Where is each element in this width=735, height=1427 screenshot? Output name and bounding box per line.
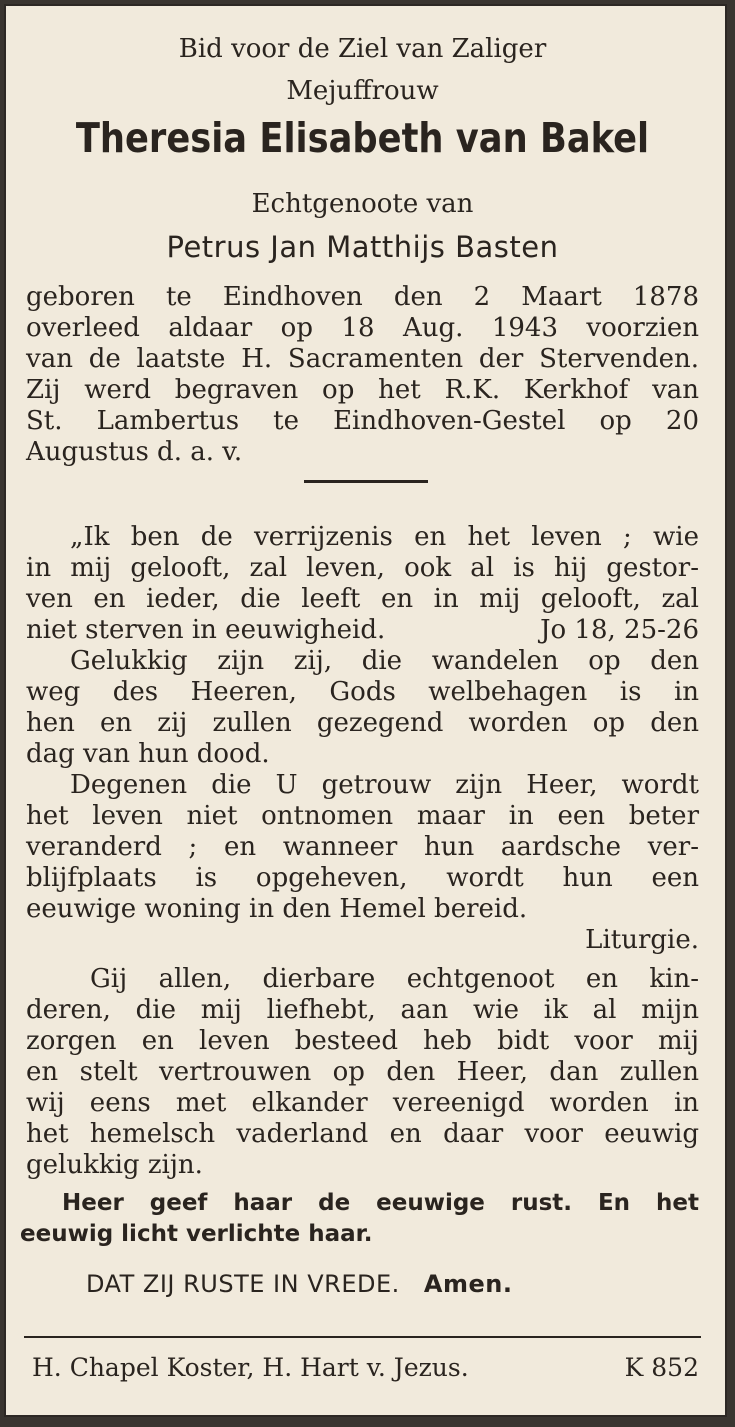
verse-line: gelukkig zijn. xyxy=(26,1150,203,1180)
printer-code: K 852 xyxy=(624,1353,699,1382)
printer-name: H. Chapel Koster, H. Hart v. Jezus. xyxy=(32,1353,469,1382)
verse-line: het leven niet ontnomen maar in een beter xyxy=(26,801,699,831)
bio-line: Augustus d. a. v. xyxy=(26,437,243,467)
bio-line: van de laatste H. Sacramenten der Stervenden. xyxy=(26,344,699,374)
closing-amen: Amen. xyxy=(423,1270,513,1298)
spouse-intro: Echtgenoote van xyxy=(251,189,474,219)
verse-line: zorgen en leven besteed heb bidt voor mij xyxy=(26,1026,699,1056)
deceased-name: Theresia Elisabeth van Bakel xyxy=(75,114,650,162)
header-line-2: Mejuffrouw xyxy=(286,76,439,106)
verse-line: dag van hun dood. xyxy=(26,739,270,769)
verse-line: „Ik ben de verrijzenis en het leven ; wie xyxy=(70,522,699,552)
verse-line: hen en zij zullen gezegend worden op den xyxy=(26,708,699,738)
bio-line: St. Lambertus te Eindhoven-Gestel op 20 xyxy=(26,406,699,436)
footer-divider xyxy=(24,1336,701,1338)
spouse-name: Petrus Jan Matthijs Basten xyxy=(166,230,559,264)
verse-line: Gelukkig zijn zij, die wandelen op den xyxy=(70,646,699,676)
verse-line: en stelt vertrouwen op den Heer, dan zullen xyxy=(26,1057,699,1087)
verse-line: deren, die mij liefhebt, aan wie ik al mijn xyxy=(26,995,699,1025)
closing-main: DAT ZIJ RUSTE IN VREDE. xyxy=(86,1270,400,1298)
prayer-line: Heer geef haar de eeuwige rust. En het xyxy=(62,1190,699,1216)
header-line-1: Bid voor de Ziel van Zaliger xyxy=(178,34,547,64)
verse-line: weg des Heeren, Gods welbehagen is in xyxy=(26,677,699,707)
verse-line: het hemelsch vaderland en daar voor eeuwig xyxy=(26,1119,699,1149)
verse-line: eeuwige woning in den Hemel bereid. xyxy=(26,894,528,924)
bio-line: geboren te Eindhoven den 2 Maart 1878 xyxy=(26,282,699,312)
verse-line: wij eens met elkander vereenigd worden in xyxy=(26,1088,699,1118)
verse-line: Degenen die U getrouw zijn Heer, wordt xyxy=(70,770,699,800)
prayer-line: eeuwig licht verlichte haar. xyxy=(20,1221,373,1247)
verse-source: Liturgie. xyxy=(585,925,699,955)
verse-line: in mij gelooft, zal leven, ook al is hij gestor- xyxy=(26,553,699,583)
verse-line: Gij allen, dierbare echtgenoot en kin- xyxy=(90,964,699,994)
verse-line: veranderd ; en wanneer hun aardsche ver- xyxy=(26,832,699,862)
verse-line: ven en ieder, die leeft en in mij gelooft, zal xyxy=(26,584,699,614)
verse-line: blijfplaats is opgeheven, wordt hun een xyxy=(26,863,699,893)
verse-citation: Jo 18, 25-26 xyxy=(540,615,699,645)
bio-line: Zij werd begraven op het R.K. Kerkhof van xyxy=(26,375,699,405)
memorial-card xyxy=(4,4,727,1417)
verse-line: niet sterven in eeuwigheid. xyxy=(26,615,386,645)
bio-line: overleed aldaar op 18 Aug. 1943 voorzien xyxy=(26,313,699,343)
divider xyxy=(304,480,428,483)
closing-line xyxy=(86,1270,699,1298)
